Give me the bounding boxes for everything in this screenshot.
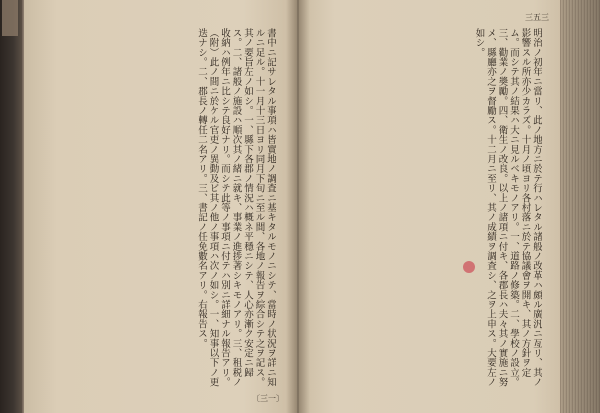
page-edges bbox=[560, 0, 600, 413]
right-page-number: 三五三 bbox=[525, 13, 549, 22]
red-ink-mark bbox=[463, 261, 475, 273]
library-tag bbox=[2, 0, 18, 36]
spine-gutter bbox=[286, 0, 310, 413]
left-page-text: 書中ニ記サレタル事項ハ皆實地ノ調査ニ基キタルモノニシテ、當時ノ状況ヲ詳ニ知ルニ足ル。十一月十三日ヨリ同月下旬ニ至ル間、各地ノ報告ヲ綜合シテ之ヲ記ス。其ノ要旨左ノ如シ。一、縣下各郡ノ情況ハ概ネ平穩ニシテ、人心亦漸ク安定ニ歸ス。二、諸般ノ施設ハ順次其ノ緒ニ就キ、事業ノ進捗著シキモノアリ。三、租税ノ收納ハ例年ニ比シテ良好ナリ。而シテ此等ノ事項ニ付テハ別ニ詳細ナル報告アリ。（附）此ノ間ニ於ケル官吏ノ異動及ビ其ノ他ノ事項ハ次ノ如シ。一、知事以下ノ更迭ナシ。二、郡長ノ轉任二名アリ。三、書記ノ任免數名アリ。右報告ス。 bbox=[196, 28, 276, 387]
page-edges-shadow bbox=[560, 0, 600, 413]
book-cover-edge bbox=[0, 0, 22, 413]
right-page-text: 明治ノ初年ニ當リ、此ノ地方ニ於テ行ハレタル諸般ノ改革ハ頗ル廣汎ニ亙リ、其ノ影響スル所亦少カラズ。十月ノ頃ヨリ各村落ニ於テ協議會ヲ開キ、其ノ方針ヲ定ム。而シテ其ノ結果ハ大ニ見ルベキモノアリ。一、道路ノ修築。二、學校ノ設立。三、勸業ノ奬勵。四、衛生ノ改良。以上ノ諸項ニ付キ、各郡長ハ夫々其ノ實施ニ努メ、縣廳亦之ヲ督勵ス。十二月ニ至リ、其ノ成績ヲ調査シ、之ヲ上申ス。大要左ノ如シ。 bbox=[473, 28, 542, 387]
left-page-number: 〔三一〕 bbox=[252, 394, 284, 403]
